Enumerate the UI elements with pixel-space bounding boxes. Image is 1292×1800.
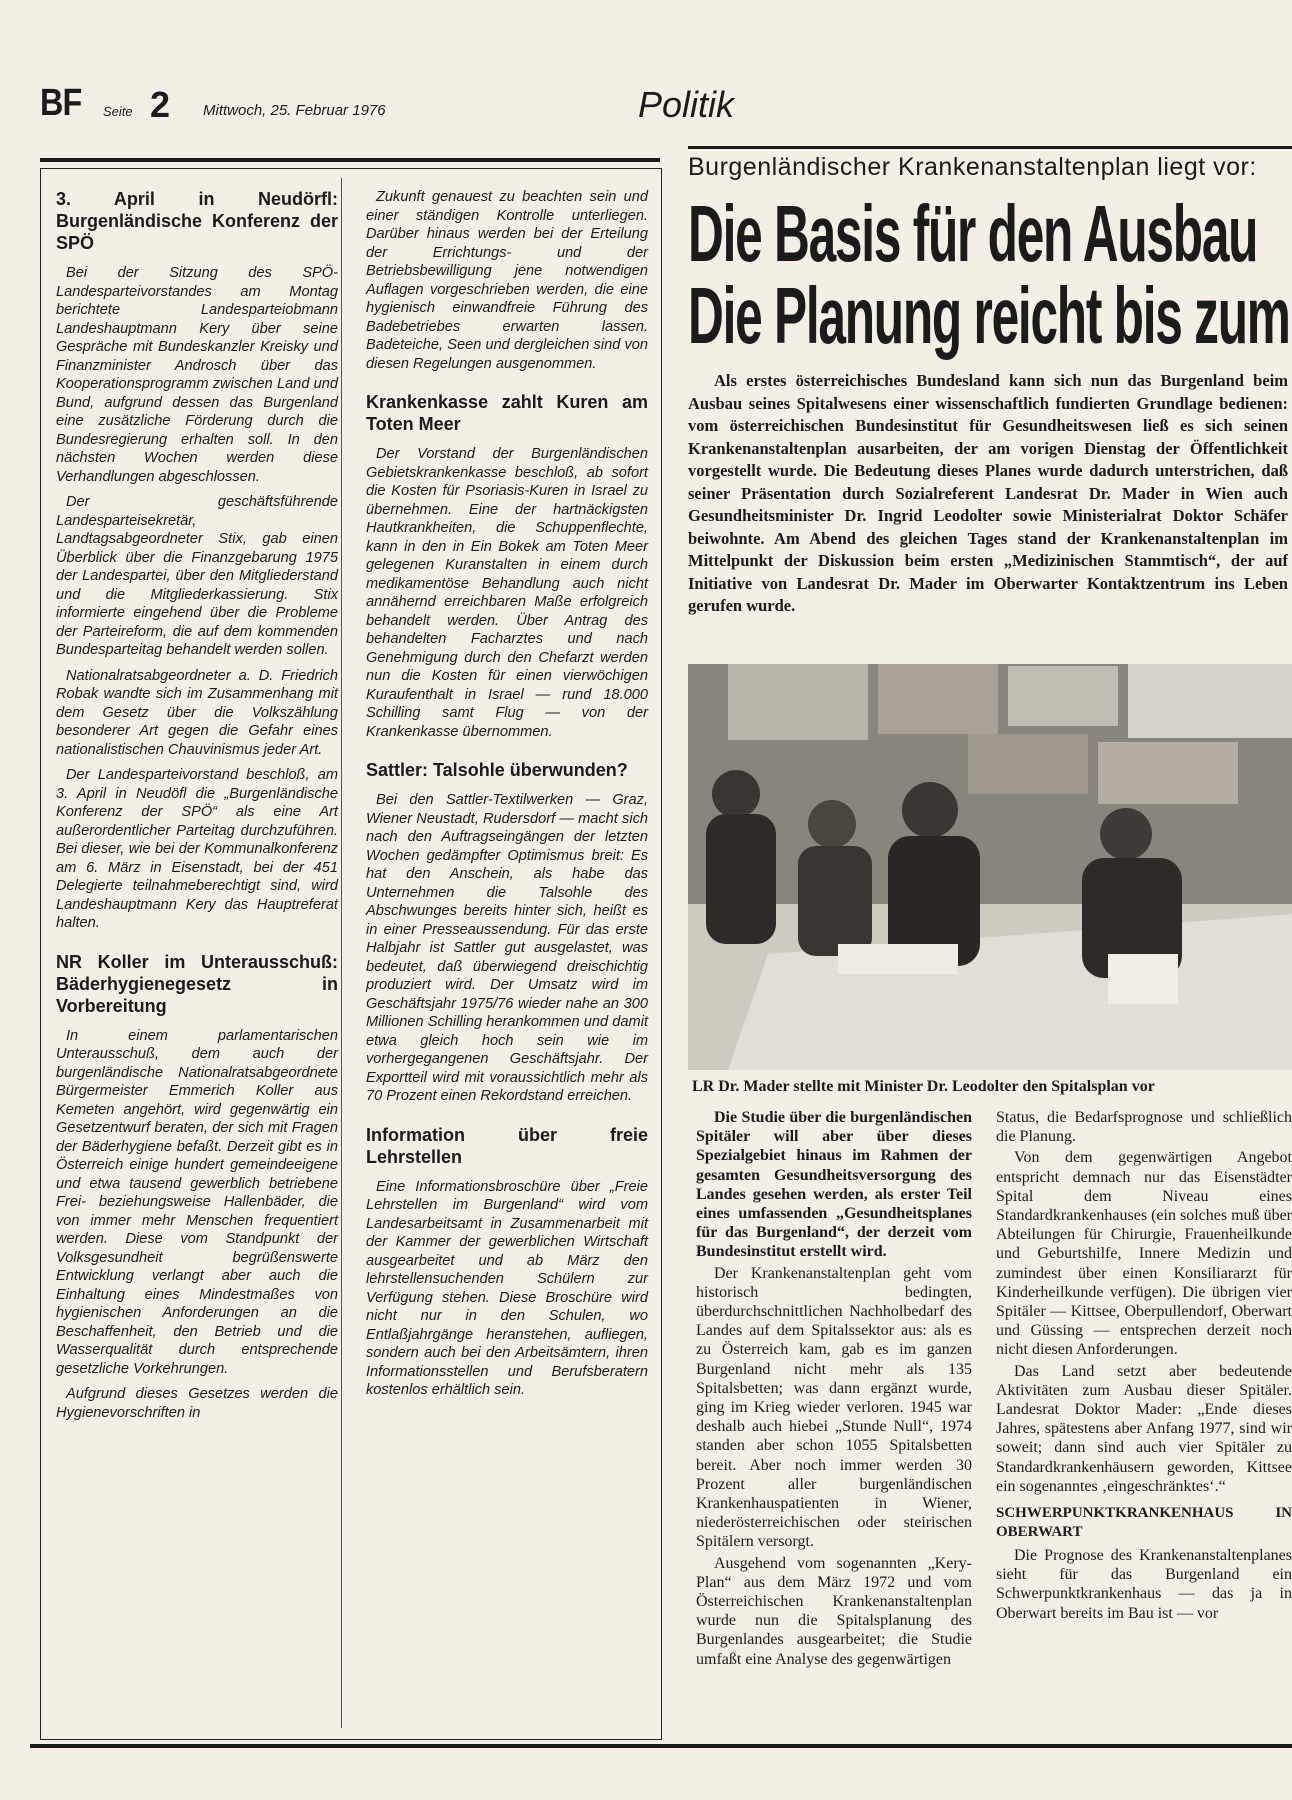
article-paragraph: Der geschäftsführende Landesparteisekretär, Landtagsabgeordneter Stix, gab einen Überblick über die Finanzgebarung 1975 der Landespartei, über den Mitgliederstand und die Mitgliederkassierung. Stix informierte eingehend über die Probleme der Parteireform, die auf dem kommenden Bundesparteitag behandelt werden sollen. <box>56 494 338 658</box>
section-title: Politik <box>638 84 735 125</box>
feature-lead <box>688 370 1288 652</box>
article-heading: 3. April in Neudörfl: Burgenländische Konferenz der SPÖ <box>56 189 338 253</box>
feature-headline: Die Basis für den Ausbau <box>688 189 1258 278</box>
article-paragraph: Aufgrund dieses Gesetzes werden die Hygienevorschriften in <box>56 1386 338 1421</box>
article-paragraph: Bei den Sattler-Textilwerken — Graz, Wiener Neustadt, Rudersdorf — macht sich nach den Auftragseingängen der letzten Wochen gedämpfter Optimismus breit: Es hat den Anschein, als habe das Unternehmen die Talsohle des Abschwunges bereits hinter sich, heißt es in einer Presseaussendung. Für das erste Halbjahr ist Sattler gut ausgelastet, was bedeutet, daß überwiegend dreischichtig produziert wird. Der Umsatz wird im Geschäftsjahr 1975/76 wieder nahe an 300 Millionen Schilling herankommen und damit etwa gleich hoch sein wie im vorhergegangenen Geschäftsjahr. Der Exportteil wird mit voraussichtlich mehr als 70 Prozent einen Rekordstand erreichen. <box>366 792 648 1104</box>
article-paragraph: Status, die Bedarfsprognose und schließlich die Planung. <box>996 1109 1292 1146</box>
article-paragraph: Der Landesparteivorstand beschloß, am 3. April in Neudöfl die „Burgenländische Konferenz der SPÖ“ als eine Art außerordentlicher Parteitag durchzuführen. Bei dieser, wie bei der Kommunalkonferenz am 6. März in Eisenstadt, bei der 451 Delegierte teilnahmeberechtigt sind, wird Landeshauptmann Kery das Hauptreferat halten. <box>56 767 338 931</box>
article-subheading: SCHWERPUNKTKRANKENHAUS IN OBERWART <box>996 1505 1292 1541</box>
article-paragraph: Die Prognose des Krankenanstaltenplanes sieht für das Burgenland ein Schwerpunktkrankenhaus — das ja in Oberwart bereits im Bau ist — vor <box>996 1547 1292 1622</box>
page-number: 2 <box>150 84 171 125</box>
article-paragraph: Bei der Sitzung des SPÖ-Landesparteivorstandes am Montag berichtete Landesparteiobmann Landeshauptmann Kery über seine Gespräche mit Bundeskanzler Kreisky und Finanzminister Androsch über das Kooperationsprogramm zwischen Land und Bund, aufgrund dessen das Burgenland eine zusätzliche Förderung durch die Bundesregierung erhalten soll. In den nächsten Wochen werden diese Verhandlungen abgeschlossen. <box>56 265 338 485</box>
article-paragraph: Der Vorstand der Burgenländischen Gebietskrankenkasse beschloß, ab sofort die Kosten für Psoriasis-Kuren in Israel zu übernehmen. Eine der hartnäckigsten Hautkrankheiten, die Schuppenflechte, kann in den in Ein Bokek am Toten Meer gelegenen Kuranstalten in einem durch medikamentöse Behandlung auch nicht annähernd erreichbaren Maße erfolgreich behandelt werden. Über Antrag des behandelten Facharztes und nach Genehmigung durch den Chefarzt werden nun die Kosten für einen vierwöchigen Kuraufenthalt in Israel — rund 18.000 Schilling samt Flug — von der Krankenkasse übernommen. <box>366 446 648 740</box>
article-paragraph: Nationalratsabgeordneter a. D. Friedrich Robak wandte sich im Zusammenhang mit dem Gesetz über die Volkszählung besonderer Art gegen die Gefahr eines nationalistischen Chauvinismus jeder Art. <box>56 667 338 758</box>
box-top-rule <box>40 158 660 162</box>
article-paragraph: Der Krankenanstaltenplan geht vom historisch bedingten, überdurchschnittlichen Nachholbedarf des Landes auf dem Spitalssektor aus: als es zu Österreich kam, gab es im ganzen Burgenland nicht mehr als 135 Spitalsbetten; was dann ergänzt wurde, ging im Krieg wieder verloren. 1945 war deshalb auch hiebei „Stunde Null“, 1974 standen aber schon 1055 Spitalsbetten bereit. Aber noch immer werden 30 Prozent aller burgenländischen Krankenhauspatienten in Wiener, niederösterreichischen oder steirischen Spitälern versorgt. <box>696 1264 972 1551</box>
feature-top-rule <box>688 146 1292 149</box>
article-heading: Sattler: Talsohle überwunden? <box>366 760 628 780</box>
article-paragraph: Ausgehend vom sogenannten „Kery-Plan“ aus dem März 1972 und vom Österreichischen Krankenanstaltenplan wurde nun die Spitalsplanung des Burgenlandes ausgearbeitet; die Studie umfaßt eine Analyse des gegenwärtigen <box>696 1554 972 1668</box>
article-heading: Krankenkasse zahlt Kuren am Toten Meer <box>366 392 648 434</box>
feature-headline: Die Planung reicht bis zum <box>688 271 1290 360</box>
page-label: Seite <box>103 104 133 119</box>
meeting-photo <box>688 664 1292 1070</box>
issue-date: Mittwoch, 25. Februar 1976 <box>203 102 386 119</box>
bottom-rule <box>30 1744 1292 1748</box>
article-paragraph: Die Studie über die burgenländischen Spitäler will aber über dieses Spezialgebiet hinaus im Rahmen der gesamten Gesundheitsversorgung des Landes gesehen werden, als erster Teil eines umfassenden „Gesundheitsplanes für das Burgenland“, der derzeit vom Bundesinstitut erstellt wird. <box>696 1109 972 1261</box>
column-divider <box>341 178 342 1728</box>
photo-caption: LR Dr. Mader stellte mit Minister Dr. Leodolter den Spitalsplan vor <box>692 1078 1155 1095</box>
article-heading: Information über freie Lehrstellen <box>366 1124 648 1167</box>
lead-paragraph: Als erstes österreichisches Bundesland kann sich nun das Burgenland beim Ausbau seines Spitalwesens einer wissenschaftlich fundierten Grundlage bedienen: vom österreichischen Bundesinstitut für Gesundheitswesen ließ es sich seinen Krankenanstaltenplan ausarbeiten, der am vorigen Dienstag der Öffentlichkeit vorgestellt wurde. Die Bedeutung dieses Planes wurde dadurch unterstrichen, daß seiner Präsentation durch Sozialreferent Landesrat Dr. Mader in Wien auch Gesundheitsminister Dr. Ingrid Leodolter sowie Ministerialrat Doktor Schäfer beiwohnte. Am Abend des gleichen Tages stand der Krankenanstaltenplan im Mittelpunkt der Diskussion beim ersten „Medizinischen Stammtisch“, der auf Initiative von Landesrat Dr. Mader im Oberwarter Kontaktzentrum ins Leben gerufen wurde. <box>688 371 1288 615</box>
feature-column-1 <box>696 1108 972 1740</box>
box-left-column <box>56 188 338 1429</box>
article-paragraph: Eine Informationsbroschüre über „Freie Lehrstellen im Burgenland“ wird vom Landesarbeitsamt in Zusammenarbeit mit der Kammer der gewerblichen Wirtschaft ausgearbeitet und ab März den lehrstellensuchenden Schülern zur Verfügung stehen. Diese Broschüre wird nicht nur in den Schulen, wo Entlaßjahrgänge heranstehen, aufliegen, sondern auch bei den Arbeitsämtern, ihren Informationsstellen und Berufsberatern kostenlos erhältlich sein. <box>366 1178 648 1398</box>
feature-column-2 <box>996 1108 1292 1740</box>
press-photo <box>688 664 1292 1070</box>
box-right-column <box>366 188 648 1407</box>
article-heading: NR Koller im Unterausschuß: Bäderhygienegesetz in Vorbereitung <box>56 951 338 1016</box>
article-paragraph: Das Land setzt aber bedeutende Aktivitäten zum Ausbau dieser Spitäler. Landesrat Doktor Mader: „Ende dieses Jahres, spätestens aber Anfang 1977, sind wir soweit; dann sind auch vier Spitäler zu Standardkrankenhäusern geworden, Kittsee ein sogenanntes ‚eingeschränktes‘.“ <box>996 1362 1292 1495</box>
brand-logo: BF <box>40 82 82 124</box>
article-paragraph: In einem parlamentarischen Unterausschuß, dem auch der burgenländische Nationalratsabgeordnete Bürgermeister Emmerich Koller aus Kemeten angehört, wird gegenwärtig ein Gesetzentwurf beraten, der sich mit Fragen der Bäderhygiene befaßt. Derzeit gibt es in Österreich einige hundert gemeindeeigene und etwa tausend gewerblich betriebene Frei- beziehungsweise Hallenbäder, die von immer mehr Menschen frequentiert werden. Diese vom Standpunkt der Volksgesundheit begrüßenswerte Entwicklung verlangt aber auch die Einhaltung eines Mindestmaßes von hygienischen Anforderungen an die Beschaffenheit, den Betrieb und die Wasserqualität durch entsprechende gesetzliche Vorkehrungen. <box>56 1027 338 1377</box>
feature-kicker: Burgenländischer Krankenanstaltenplan liegt vor: <box>688 153 1257 181</box>
article-paragraph: Von dem gegenwärtigen Angebot entspricht demnach nur das Eisenstädter Spital dem Niveau eines Standardkrankenhauses (ein solches muß über Abteilungen für Chirurgie, Frauenheilkunde und Geburtshilfe, Innere Medizin und zumindest über einen Konsiliararzt für Kinderheilkunde verfügen). Die übrigen vier Spitäler — Kittsee, Oberpullendorf, Oberwart und Güssing — entsprechen derzeit noch nicht diesen Anforderungen. <box>996 1149 1292 1359</box>
article-paragraph: Zukunft genauest zu beachten sein und einer ständigen Kontrolle unterliegen. Darüber hinaus werden bei der Erteilung der Errichtungs- und der Betriebsbewilligung jene notwendigen Auflagen vorgeschrieben werden, die eine hygienisch einwandfreie Führung des Badebetriebes erwarten lassen. Badeteiche, Seen und dergleichen sind von diesen Regelungen ausgenommen. <box>366 189 648 372</box>
